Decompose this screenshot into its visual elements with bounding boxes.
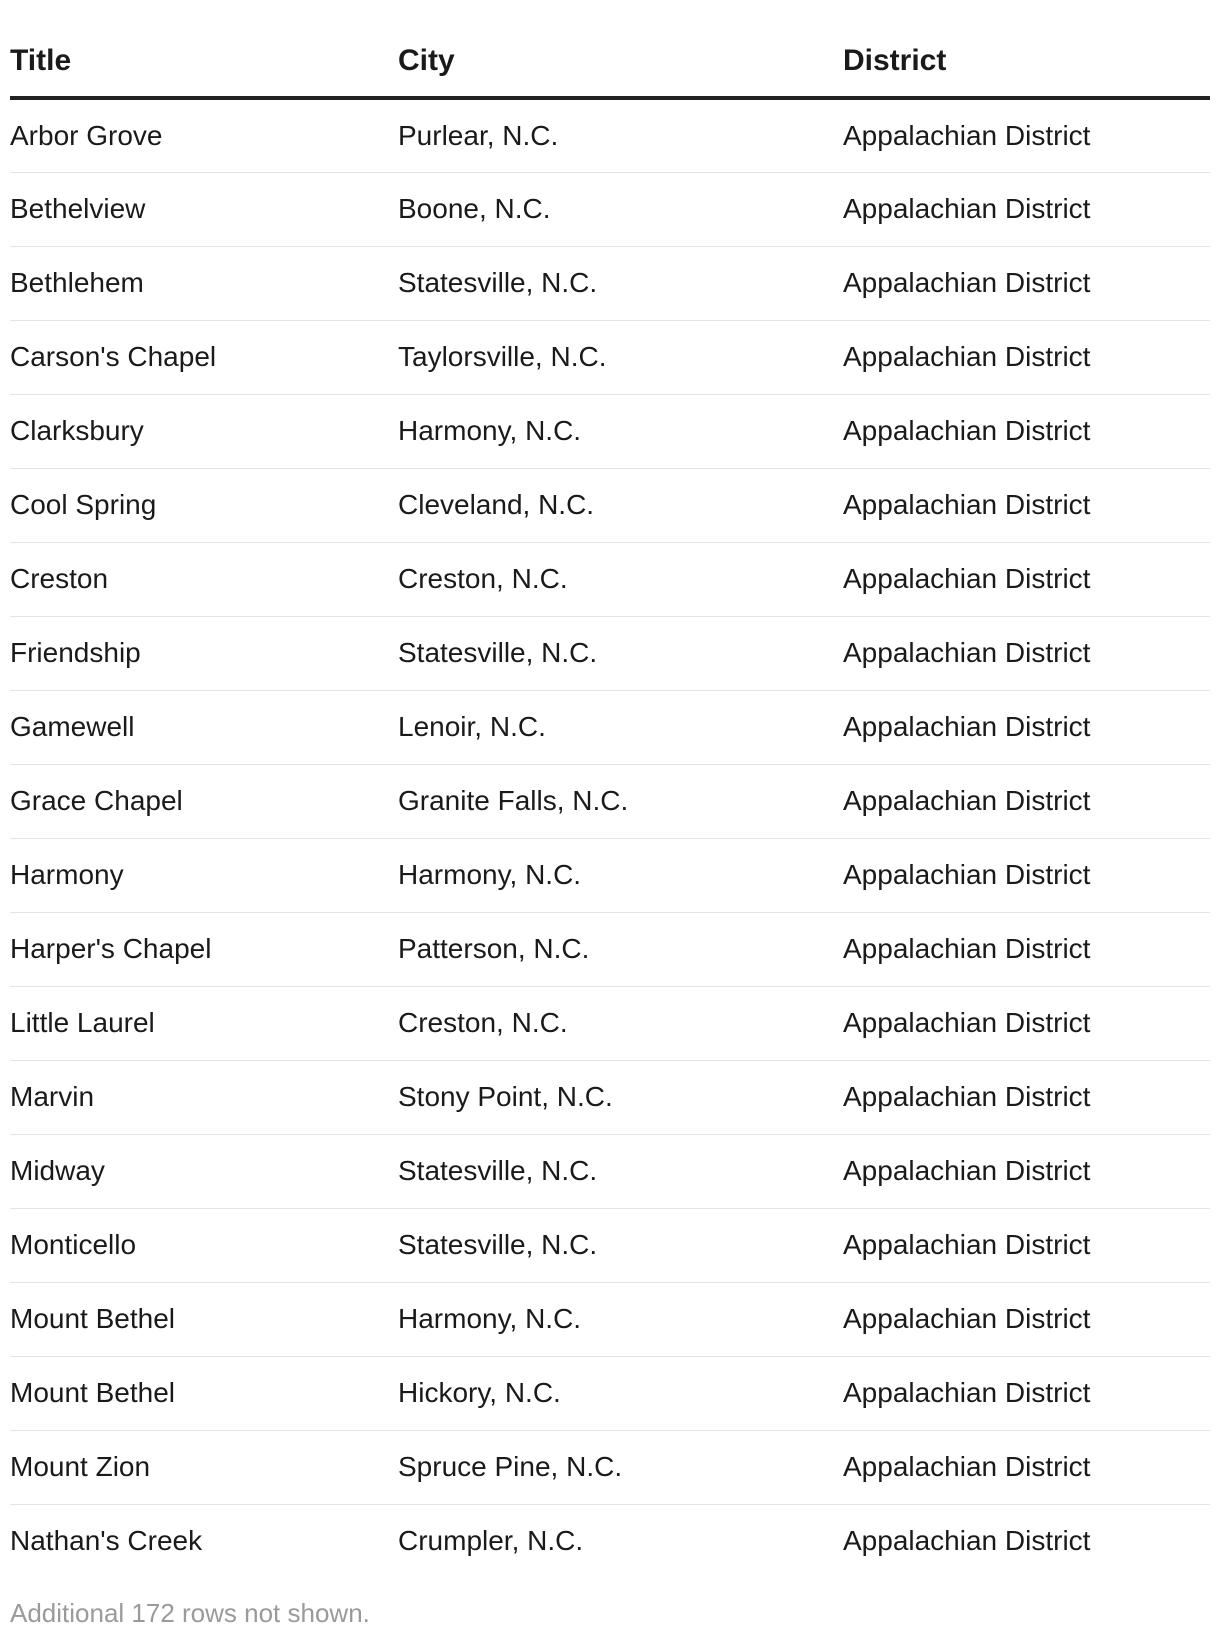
cell-title: Grace Chapel bbox=[10, 764, 398, 838]
cell-city: Statesville, N.C. bbox=[398, 1134, 843, 1208]
cell-city: Harmony, N.C. bbox=[398, 1282, 843, 1356]
cell-city: Cleveland, N.C. bbox=[398, 468, 843, 542]
table-row bbox=[10, 172, 1210, 246]
table-row bbox=[10, 616, 1210, 690]
cell-title: Marvin bbox=[10, 1060, 398, 1134]
cell-district: Appalachian District bbox=[843, 172, 1210, 246]
cell-title: Creston bbox=[10, 542, 398, 616]
table-row bbox=[10, 1060, 1210, 1134]
cell-city: Statesville, N.C. bbox=[398, 1208, 843, 1282]
table-row bbox=[10, 912, 1210, 986]
table-row bbox=[10, 1134, 1210, 1208]
cell-city: Patterson, N.C. bbox=[398, 912, 843, 986]
cell-district: Appalachian District bbox=[843, 986, 1210, 1060]
cell-city: Hickory, N.C. bbox=[398, 1356, 843, 1430]
cell-city: Harmony, N.C. bbox=[398, 838, 843, 912]
table-row bbox=[10, 986, 1210, 1060]
cell-district: Appalachian District bbox=[843, 394, 1210, 468]
cell-district: Appalachian District bbox=[843, 690, 1210, 764]
cell-district: Appalachian District bbox=[843, 616, 1210, 690]
table-row bbox=[10, 468, 1210, 542]
cell-city: Lenoir, N.C. bbox=[398, 690, 843, 764]
cell-title: Arbor Grove bbox=[10, 98, 398, 172]
cell-title: Harmony bbox=[10, 838, 398, 912]
cell-city: Taylorsville, N.C. bbox=[398, 320, 843, 394]
column-header-city[interactable]: City bbox=[398, 0, 843, 98]
cell-district: Appalachian District bbox=[843, 1282, 1210, 1356]
cell-city: Boone, N.C. bbox=[398, 172, 843, 246]
table-row bbox=[10, 690, 1210, 764]
table-row bbox=[10, 838, 1210, 912]
cell-district: Appalachian District bbox=[843, 468, 1210, 542]
cell-city: Purlear, N.C. bbox=[398, 98, 843, 172]
cell-district: Appalachian District bbox=[843, 1060, 1210, 1134]
column-header-district[interactable]: District bbox=[843, 0, 1210, 98]
cell-district: Appalachian District bbox=[843, 1356, 1210, 1430]
cell-city: Creston, N.C. bbox=[398, 542, 843, 616]
table-row bbox=[10, 246, 1210, 320]
column-header-title[interactable]: Title bbox=[10, 0, 398, 98]
cell-title: Little Laurel bbox=[10, 986, 398, 1060]
table-row bbox=[10, 320, 1210, 394]
cell-title: Mount Bethel bbox=[10, 1282, 398, 1356]
cell-city: Stony Point, N.C. bbox=[398, 1060, 843, 1134]
table-row bbox=[10, 98, 1210, 172]
header-row bbox=[10, 0, 1210, 98]
cell-title: Carson's Chapel bbox=[10, 320, 398, 394]
table-header bbox=[10, 0, 1210, 98]
cell-city: Statesville, N.C. bbox=[398, 246, 843, 320]
congregations-table bbox=[10, 0, 1210, 1578]
cell-district: Appalachian District bbox=[843, 1134, 1210, 1208]
cell-title: Bethlehem bbox=[10, 246, 398, 320]
table-row bbox=[10, 1430, 1210, 1504]
cell-title: Gamewell bbox=[10, 690, 398, 764]
cell-district: Appalachian District bbox=[843, 320, 1210, 394]
cell-district: Appalachian District bbox=[843, 1525, 1091, 1557]
cell-city: Creston, N.C. bbox=[398, 986, 843, 1060]
cell-district: Appalachian District bbox=[843, 246, 1210, 320]
table-row bbox=[10, 1504, 1210, 1578]
cell-title: Mount Bethel bbox=[10, 1356, 398, 1430]
cell-title: Midway bbox=[10, 1134, 398, 1208]
cell-title: Clarksbury bbox=[10, 394, 398, 468]
cell-district: Appalachian District bbox=[843, 764, 1210, 838]
cell-district: Appalachian District bbox=[843, 912, 1210, 986]
rows-not-shown-note: Additional 172 rows not shown. bbox=[10, 1598, 370, 1628]
table-row bbox=[10, 1282, 1210, 1356]
cell-city: Crumpler, N.C. bbox=[398, 1525, 584, 1557]
table-row bbox=[10, 394, 1210, 468]
table-row bbox=[10, 1208, 1210, 1282]
data-table-container bbox=[10, 0, 1210, 1578]
cell-title: Cool Spring bbox=[10, 468, 398, 542]
table-row bbox=[10, 1356, 1210, 1430]
table-row bbox=[10, 542, 1210, 616]
cell-district: Appalachian District bbox=[843, 542, 1210, 616]
cell-city: Statesville, N.C. bbox=[398, 616, 843, 690]
cell-district: Appalachian District bbox=[843, 98, 1210, 172]
cell-title: Mount Zion bbox=[10, 1430, 398, 1504]
cell-title: Nathan's Creek bbox=[10, 1525, 203, 1557]
cell-city: Granite Falls, N.C. bbox=[398, 764, 843, 838]
cell-title: Monticello bbox=[10, 1208, 398, 1282]
cell-city: Spruce Pine, N.C. bbox=[398, 1430, 843, 1504]
table-row bbox=[10, 764, 1210, 838]
cell-district: Appalachian District bbox=[843, 1208, 1210, 1282]
cell-city: Harmony, N.C. bbox=[398, 394, 843, 468]
cell-district: Appalachian District bbox=[843, 838, 1210, 912]
table-body bbox=[10, 98, 1210, 1578]
cell-title: Bethelview bbox=[10, 172, 398, 246]
cell-title: Friendship bbox=[10, 616, 398, 690]
cell-district: Appalachian District bbox=[843, 1430, 1210, 1504]
cell-title: Harper's Chapel bbox=[10, 912, 398, 986]
